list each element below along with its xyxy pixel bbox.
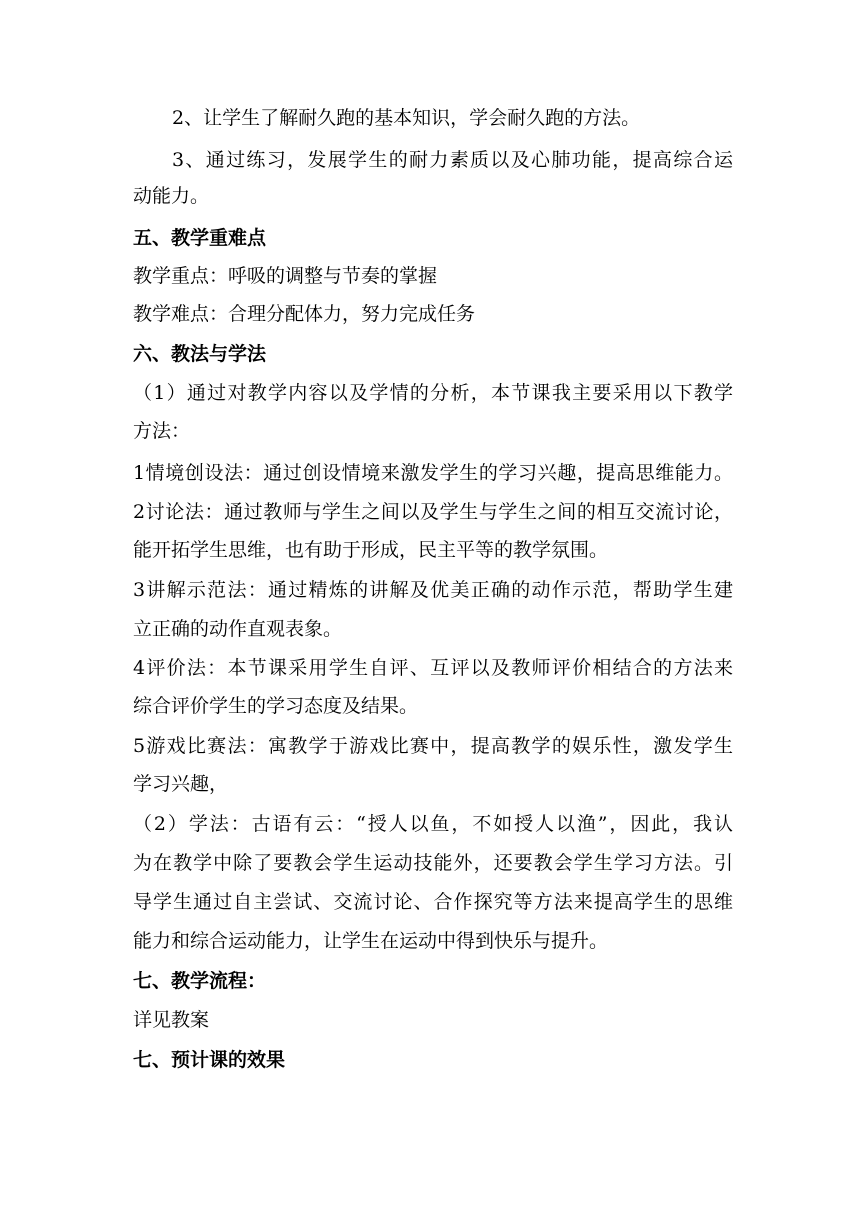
learning-method-line-2: 为在教学中除了要教会学生运动技能外，还要教会学生学习方法。引 — [133, 852, 733, 874]
objective-3-line-2: 动能力。 — [133, 185, 210, 207]
key-point: 教学重点：呼吸的调整与节奏的掌握 — [133, 265, 438, 287]
method-4-line-1: 4评价法：本节课采用学生自评、互评以及教师评价相结合的方法来 — [133, 657, 733, 679]
section-heading-key-points: 五、教学重难点 — [133, 227, 267, 249]
method-2-line-2: 能开拓学生思维，也有助于形成，民主平等的教学氛围。 — [133, 539, 609, 561]
section-heading-process: 七、教学流程： — [133, 970, 267, 992]
methods-intro-line-1: （1）通过对教学内容以及学情的分析，本节课我主要采用以下教学 — [133, 382, 733, 404]
process-detail: 详见教案 — [133, 1009, 210, 1031]
learning-method-line-4: 能力和综合运动能力，让学生在运动中得到快乐与提升。 — [133, 930, 609, 952]
learning-method-line-1: （2）学法：古语有云：“授人以鱼，不如授人以渔”，因此，我认 — [133, 813, 733, 835]
learning-method-line-3: 导学生通过自主尝试、交流讨论、合作探究等方法来提高学生的思维 — [133, 891, 733, 913]
section-heading-methods: 六、教法与学法 — [133, 343, 267, 365]
method-5-line-2: 学习兴趣， — [133, 773, 229, 795]
method-3-line-2: 立正确的动作直观表象。 — [133, 618, 343, 640]
method-1: 1情境创设法：通过创设情境来激发学生的学习兴趣，提高思维能力。 — [133, 462, 733, 484]
section-heading-expected-effect: 七、预计课的效果 — [133, 1049, 286, 1071]
objective-2: 2、让学生了解耐久跑的基本知识，学会耐久跑的方法。 — [172, 107, 641, 129]
difficult-point: 教学难点：合理分配体力，努力完成任务 — [133, 303, 476, 325]
method-3-line-1: 3讲解示范法：通过精炼的讲解及优美正确的动作示范，帮助学生建 — [133, 579, 733, 601]
method-2-line-1: 2讨论法：通过教师与学生之间以及学生与学生之间的相互交流讨论， — [133, 501, 733, 523]
methods-intro-line-2: 方法： — [133, 420, 191, 442]
objective-3-line-1: 3、通过练习，发展学生的耐力素质以及心肺功能，提高综合运 — [172, 149, 733, 171]
method-5-line-1: 5游戏比赛法：寓教学于游戏比赛中，提高教学的娱乐性，激发学生 — [133, 735, 733, 757]
method-4-line-2: 综合评价学生的学习态度及结果。 — [133, 695, 419, 717]
